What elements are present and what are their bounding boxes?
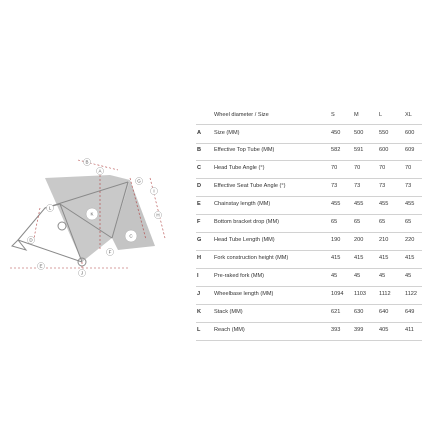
value-xl: 649 bbox=[405, 309, 415, 315]
value-l: 405 bbox=[379, 327, 389, 333]
row-label: Stack (MM) bbox=[214, 309, 243, 315]
value-l: 210 bbox=[379, 237, 389, 243]
marker-k bbox=[86, 208, 98, 220]
table-row bbox=[196, 304, 422, 323]
value-s: 582 bbox=[331, 147, 341, 153]
value-s: 190 bbox=[331, 237, 341, 243]
header-size-xl: XL bbox=[405, 112, 412, 118]
marker-i bbox=[150, 187, 157, 194]
value-xl: 411 bbox=[405, 327, 414, 333]
marker-h bbox=[154, 211, 161, 218]
value-s: 393 bbox=[331, 327, 341, 333]
marker-f bbox=[106, 248, 113, 255]
value-l: 45 bbox=[379, 273, 386, 279]
svg-text:J: J bbox=[80, 270, 84, 276]
marker-l bbox=[46, 204, 53, 211]
value-xl: 600 bbox=[405, 130, 415, 136]
header-size-l: L bbox=[379, 112, 383, 118]
row-letter: L bbox=[197, 327, 201, 333]
row-label: Head Tube Angle (°) bbox=[214, 165, 265, 171]
value-l: 1112 bbox=[379, 291, 391, 297]
marker-d bbox=[27, 236, 34, 243]
row-letter: K bbox=[197, 309, 202, 315]
table-row bbox=[196, 196, 422, 215]
value-s: 65 bbox=[331, 219, 338, 225]
row-letter: E bbox=[197, 201, 201, 207]
marker-g bbox=[135, 177, 142, 184]
value-xl: 70 bbox=[405, 165, 412, 171]
value-m: 70 bbox=[354, 165, 361, 171]
value-m: 415 bbox=[354, 255, 364, 261]
value-s: 70 bbox=[331, 165, 338, 171]
value-s: 415 bbox=[331, 255, 341, 261]
value-xl: 73 bbox=[405, 183, 412, 189]
value-l: 640 bbox=[379, 309, 389, 315]
value-m: 630 bbox=[354, 309, 364, 315]
row-letter: H bbox=[197, 255, 202, 261]
value-m: 1103 bbox=[354, 291, 367, 297]
value-xl: 455 bbox=[405, 201, 415, 207]
value-xl: 220 bbox=[405, 237, 415, 243]
value-m: 200 bbox=[354, 237, 364, 243]
svg-text:E: E bbox=[39, 263, 43, 269]
value-m: 399 bbox=[354, 327, 364, 333]
header-size-s: S bbox=[331, 112, 335, 118]
row-label: Fork construction height (MM) bbox=[214, 255, 289, 261]
value-m: 455 bbox=[354, 201, 364, 207]
svg-text:G: G bbox=[137, 178, 141, 184]
row-label: Reach (MM) bbox=[214, 327, 245, 333]
table-row bbox=[196, 124, 422, 144]
svg-text:L: L bbox=[48, 205, 52, 211]
row-letter: B bbox=[197, 147, 202, 153]
value-s: 73 bbox=[331, 183, 338, 189]
marker-b bbox=[83, 158, 90, 165]
value-l: 550 bbox=[379, 130, 389, 136]
header-size-m: M bbox=[354, 112, 359, 118]
row-label: Size (MM) bbox=[214, 130, 240, 136]
row-letter: J bbox=[197, 291, 201, 297]
svg-text:C: C bbox=[129, 233, 133, 239]
row-label: Chainstay length (MM) bbox=[214, 201, 271, 207]
value-s: 455 bbox=[331, 201, 341, 207]
svg-text:F: F bbox=[108, 249, 112, 255]
value-l: 65 bbox=[379, 219, 386, 225]
value-s: 621 bbox=[331, 309, 341, 315]
value-xl: 415 bbox=[405, 255, 415, 261]
table-row bbox=[196, 250, 422, 269]
row-letter: D bbox=[197, 183, 202, 189]
row-label: Wheelbase length (MM) bbox=[214, 291, 274, 297]
table-row bbox=[196, 322, 422, 341]
table-row bbox=[196, 268, 422, 287]
value-l: 73 bbox=[379, 183, 386, 189]
svg-text:K: K bbox=[90, 211, 94, 217]
value-m: 45 bbox=[354, 273, 361, 279]
value-l: 455 bbox=[379, 201, 389, 207]
row-label: Pre-raked fork (MM) bbox=[214, 273, 265, 279]
row-label: Effective Top Tube (MM) bbox=[214, 147, 275, 153]
svg-text:I: I bbox=[153, 188, 155, 194]
row-letter: A bbox=[197, 130, 202, 136]
marker-j bbox=[78, 269, 85, 276]
row-letter: I bbox=[197, 273, 199, 279]
row-label: Bottom bracket drop (MM) bbox=[214, 219, 279, 225]
value-s: 45 bbox=[331, 273, 338, 279]
value-m: 591 bbox=[354, 147, 364, 153]
value-s: 450 bbox=[331, 130, 341, 136]
svg-text:B: B bbox=[85, 159, 89, 165]
row-label: Head Tube Length (MM) bbox=[214, 237, 275, 243]
table-row bbox=[196, 214, 422, 233]
table-row bbox=[196, 178, 422, 197]
value-l: 70 bbox=[379, 165, 386, 171]
svg-text:D: D bbox=[29, 237, 33, 243]
value-l: 600 bbox=[379, 147, 389, 153]
value-xl: 65 bbox=[405, 219, 412, 225]
value-m: 73 bbox=[354, 183, 361, 189]
marker-a bbox=[96, 167, 103, 174]
row-letter: F bbox=[197, 219, 201, 225]
svg-text:H: H bbox=[156, 212, 160, 218]
header-label: Wheel diameter / Size bbox=[214, 112, 269, 118]
marker-c bbox=[125, 230, 137, 242]
table-row bbox=[196, 142, 422, 161]
value-s: 1094 bbox=[331, 291, 344, 297]
row-letter: C bbox=[197, 165, 202, 171]
table-row bbox=[196, 232, 422, 251]
value-xl: 609 bbox=[405, 147, 415, 153]
table-row bbox=[196, 160, 422, 179]
value-xl: 45 bbox=[405, 273, 412, 279]
row-letter: G bbox=[197, 237, 202, 243]
value-l: 415 bbox=[379, 255, 389, 261]
value-m: 500 bbox=[354, 130, 364, 136]
value-xl: 1122 bbox=[405, 291, 418, 297]
svg-text:A: A bbox=[98, 168, 102, 174]
table-row bbox=[196, 286, 422, 305]
value-m: 65 bbox=[354, 219, 361, 225]
marker-e bbox=[37, 262, 44, 269]
row-label: Effective Seat Tube Angle (°) bbox=[214, 183, 286, 189]
